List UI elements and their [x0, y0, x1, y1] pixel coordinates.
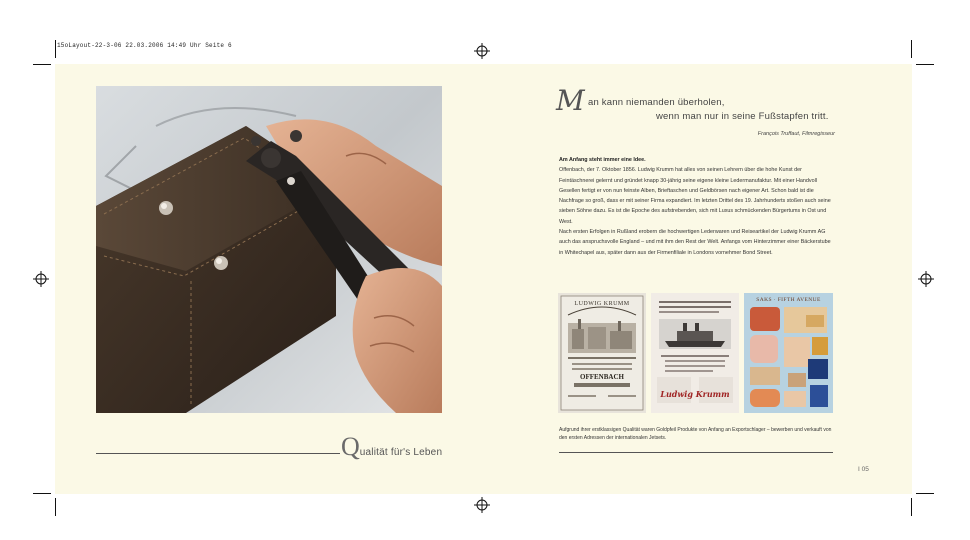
crop-mark-bl-v	[55, 498, 56, 516]
quote-line-2: wenn man nur in seine Fußstapfen tritt.	[656, 111, 829, 122]
registration-mark-right-icon	[918, 271, 934, 287]
registration-mark-bottom-icon	[474, 497, 490, 513]
quote-author: François Truffaut, Filmregisseur	[757, 131, 835, 137]
body-paragraph-1: Offenbach, der 7. Oktober 1856. Ludwig Krumm hat alles von seinen Lehrern über die hohe Kunst der Feintäschnerei gelernt und gründet knapp 30-jährig seine eigene kleine Ledermanufaktur. Mit einer Handvoll Gesellen fertigt er von nun feinste Alben, Brieftaschen und Geldbörsen nach eigener Art. Schon bald ist die Nachfrage so groß, dass er mit seiner Firma expandiert. Im letzten Drittel des 19. Jahrhunderts stoßen auch seine sieben Söhne dazu. Es ist die Epoche des aufstrebenden, sich mit Luxus schmückenden Bürgertums in Ost und West.	[559, 167, 831, 225]
crop-mark-tr-h	[916, 64, 934, 65]
archive-factory-header: LUDWIG KRUMM	[574, 301, 630, 307]
registration-mark-left-icon	[33, 271, 49, 287]
archive-image-saks-catalog	[744, 293, 833, 413]
body-heading: Am Anfang steht immer eine Idee.	[559, 157, 646, 163]
caption-initial: Q	[341, 432, 360, 461]
crop-mark-br-h	[916, 493, 934, 494]
caption-rule	[96, 453, 340, 454]
registration-mark-top-icon	[474, 43, 490, 59]
printer-slug: 15oLayout-22-3-06 22.03.2006 14:49 Uhr Seite 6	[57, 42, 232, 49]
leather-craft-photo	[96, 86, 442, 413]
crop-mark-br-v	[911, 498, 912, 516]
crop-mark-tl-h	[33, 64, 51, 65]
pull-quote	[556, 86, 836, 126]
crop-mark-bl-h	[33, 493, 51, 494]
page-number: I 05	[858, 466, 869, 473]
archive-image-ship-ad	[651, 293, 739, 413]
archive-ship-brand: Ludwig Krumm	[660, 389, 730, 399]
crop-mark-tl-v	[55, 40, 56, 58]
caption-text: ualität für's Leben	[359, 447, 443, 458]
archive-saks-header: SAKS · FIFTH AVENUE	[756, 297, 821, 303]
image-caption: Aufgrund ihrer erstklassigen Qualität waren Goldpfeil Produkte von Anfang an Exportschlager – bewerben und verkauft von den ersten Adressen der internationalen Jetsets.	[559, 427, 832, 441]
body-copy	[559, 155, 836, 258]
archive-image-factory	[558, 293, 646, 413]
archive-factory-city: OFFENBACH	[580, 373, 624, 381]
quote-initial: M	[556, 84, 585, 117]
crop-mark-tr-v	[911, 40, 912, 58]
page-caption	[341, 432, 442, 462]
body-paragraph-2: Nach ersten Erfolgen in Rußland erobern die hochwertigen Lederwaren und Reiseartikel der Ludwig Krumm AG auch das anspruchsvolle England – und mit ihm den Rest der Welt. Anfangs vom Hinterzimmer einer Bäckerstube in Whitechapel aus, später dann aus der Firmenfiliale in Londons vornehmer Bond Street.	[559, 229, 831, 256]
quote-line-1: an kann niemanden überholen,	[588, 97, 725, 108]
caption-rule-right	[559, 452, 833, 453]
